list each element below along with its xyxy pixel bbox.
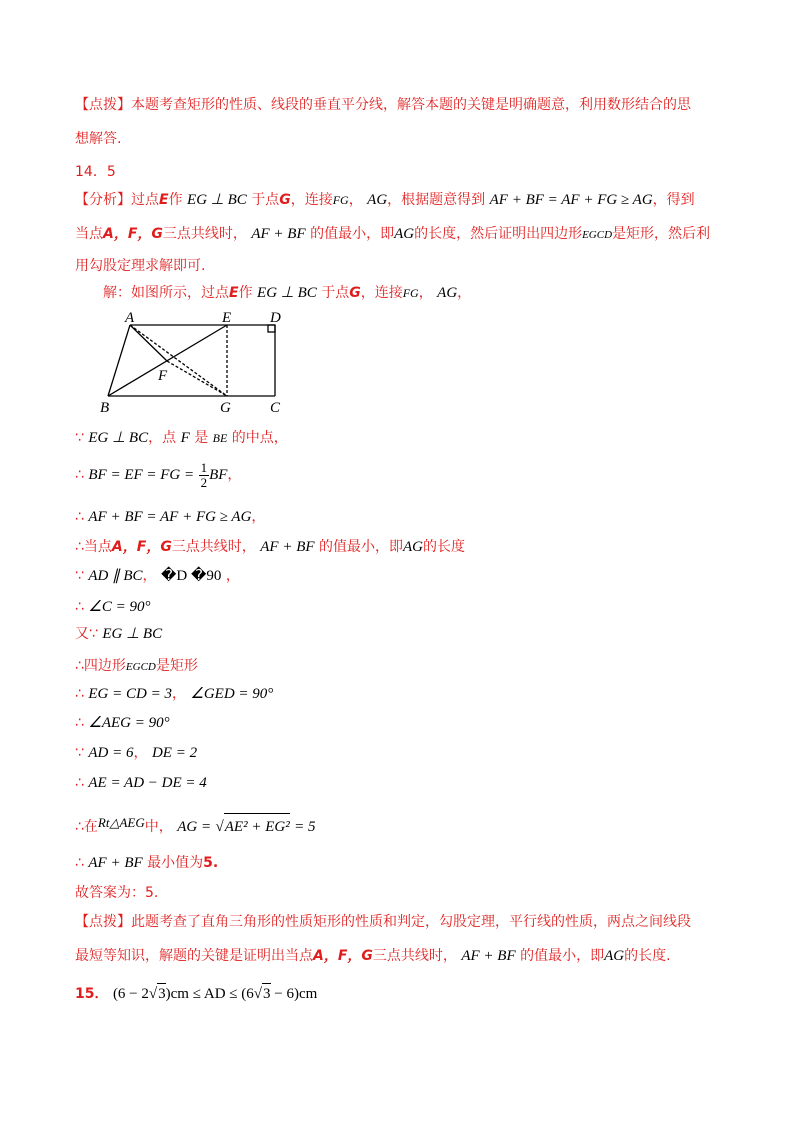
segment-FG-dashed — [167, 361, 227, 396]
text: 的值最小，即 — [310, 226, 395, 242]
text: 的长度 — [423, 539, 465, 555]
text: ，点 — [148, 430, 177, 446]
text: ， — [142, 568, 157, 584]
text: 的值最小，即 — [520, 948, 605, 964]
tip-text: 【点拨】此题考查了直角三角形的性质矩形的性质和判定，勾股定理，平行线的性质，两点之间线段 — [75, 914, 691, 930]
analysis-line-1 — [75, 190, 695, 210]
tip-paragraph-line-2 — [75, 129, 121, 149]
segment-AG-dashed — [130, 325, 227, 396]
text: 是矩形，然后利 — [612, 226, 711, 242]
because-symbol: ∵ — [75, 745, 84, 761]
text: ， — [171, 686, 186, 702]
math: DE = 2 — [151, 745, 198, 761]
math: − 6)cm — [270, 986, 318, 1002]
math: AG — [403, 539, 423, 555]
math: EG ⊥ BC — [88, 430, 149, 446]
math: AF + BF — [88, 855, 143, 871]
label-C: C — [270, 400, 281, 416]
math: EG ⊥ BC — [257, 285, 317, 301]
text: ， — [227, 467, 242, 483]
step-12 — [75, 773, 207, 793]
label-G: G — [220, 400, 231, 416]
segment-BE — [108, 325, 227, 396]
math: AG — [367, 192, 388, 208]
label-F: F — [158, 368, 168, 384]
text: 的长度，然后证明出四边形 — [414, 226, 583, 242]
radicand: 3 — [262, 983, 271, 1004]
question-15 — [75, 983, 317, 1004]
text: ，得到 — [652, 192, 695, 208]
text: E — [229, 285, 239, 301]
therefore-symbol: ∴ — [75, 819, 84, 835]
denominator: 2 — [200, 474, 208, 490]
math: = 5 — [294, 819, 316, 835]
step-1 — [75, 428, 288, 448]
text: 最短等知识，解题的关键是证明出当点 — [75, 948, 313, 964]
text: 又∵ — [75, 626, 98, 642]
therefore-symbol: ∴ — [75, 775, 84, 791]
math: BE — [212, 431, 228, 445]
text: 当点 — [75, 226, 103, 242]
step-14 — [75, 853, 218, 873]
analysis-line-2 — [75, 224, 710, 245]
text: 三点共线时， — [162, 226, 247, 242]
math: ∠C = 90° — [88, 599, 151, 615]
text: 是矩形 — [155, 658, 198, 674]
math: FG — [402, 286, 419, 300]
text: G — [349, 285, 361, 301]
answer-line — [75, 883, 158, 903]
therefore-symbol: ∴ — [75, 855, 84, 871]
label-A: A — [125, 310, 135, 326]
sqrt-three: √3 — [149, 986, 166, 1002]
text: 是 — [194, 430, 209, 446]
math: AF + BF — [461, 948, 516, 964]
text: 于点 — [321, 285, 350, 301]
therefore-symbol: ∴ — [75, 599, 84, 615]
tip-text: 想解答. — [75, 131, 122, 147]
text: 作 — [238, 285, 253, 301]
therefore-symbol: ∴ — [75, 715, 84, 731]
math: (6 − 2 — [112, 986, 149, 1002]
text: G — [279, 192, 291, 208]
math: AF + BF — [251, 226, 306, 242]
math: ∠GED = 90° — [190, 686, 274, 702]
text: ，连接 — [360, 285, 403, 301]
math: Rt△AEG — [97, 815, 145, 830]
text: ，根据题意得到 — [387, 192, 486, 208]
text: 解：如图所示，过点 — [103, 285, 229, 301]
text: 最小值为 — [147, 855, 204, 871]
text: 于点 — [251, 192, 280, 208]
answer-text: 故答案为：5. — [75, 885, 159, 901]
segment-AF — [130, 325, 167, 361]
therefore-symbol: ∴ — [75, 686, 84, 702]
fraction-one-half — [199, 461, 210, 490]
question-number: 15． — [75, 986, 109, 1002]
math: BF — [209, 467, 228, 483]
text: 用勾股定理求解即可. — [75, 258, 206, 274]
text: 三点共线时， — [372, 948, 457, 964]
step-6 — [75, 597, 150, 617]
math: AG = — [177, 819, 212, 835]
text: ， — [251, 509, 266, 525]
math: AF + BF = AF + FG ≥ AG — [88, 509, 252, 525]
because-symbol: ∵ — [75, 568, 84, 584]
math: FG — [332, 193, 349, 207]
step-3 — [75, 507, 265, 527]
step-2 — [75, 460, 241, 490]
step-5 — [75, 566, 240, 586]
therefore-symbol: ∴ — [75, 658, 84, 674]
therefore-symbol: ∴ — [75, 467, 84, 483]
question-number: 14．5 — [75, 164, 116, 180]
sqrt-expression: √AE² + EG² — [216, 819, 290, 835]
text: 在 — [83, 819, 98, 835]
math: )cm ≤ AD ≤ (6 — [165, 986, 254, 1002]
math: AD = 6 — [88, 745, 134, 761]
math: AF + BF — [260, 539, 315, 555]
math: EG ⊥ BC — [102, 626, 163, 642]
question-14-number — [75, 162, 116, 182]
math: BF = EF = FG = — [88, 467, 195, 483]
radicand: 3 — [157, 983, 166, 1004]
label-D: D — [270, 310, 281, 326]
text: ， — [348, 192, 363, 208]
text: 【分析】过点 — [75, 192, 159, 208]
math: EGCD — [582, 229, 613, 241]
solution-intro — [103, 283, 471, 303]
analysis-line-3 — [75, 256, 205, 276]
math: AG — [394, 226, 415, 242]
step-13 — [75, 810, 316, 840]
therefore-symbol: ∴ — [75, 509, 84, 525]
text: 当点 — [83, 539, 112, 555]
text: 四边形 — [83, 658, 126, 674]
step-7 — [75, 624, 162, 644]
text: A，F，G — [103, 226, 163, 242]
text: 中， — [144, 819, 173, 835]
text: ， — [418, 285, 433, 301]
therefore-symbol: ∴ — [75, 539, 84, 555]
text: ，连接 — [290, 192, 333, 208]
tip-text: 【点拨】本题考查矩形的性质、线段的垂直平分线，解答本题的关键是明确题意，利用数形结合的思 — [75, 97, 691, 113]
text: 5. — [203, 855, 219, 871]
sqrt-three: √3 — [254, 986, 271, 1002]
text: E — [159, 192, 169, 208]
text: 的中点， — [231, 430, 288, 446]
text: ， — [457, 285, 472, 301]
math: AG — [604, 948, 625, 964]
math: AD ∥ BC — [88, 568, 143, 584]
text: ， — [133, 745, 148, 761]
step-11 — [75, 743, 197, 763]
text: A，F，G — [313, 948, 373, 964]
math: EG = CD = 3 — [88, 686, 172, 702]
math: ∠AEG = 90° — [88, 715, 170, 731]
math-garbled: �D �90 — [161, 568, 222, 584]
because-symbol: ∵ — [75, 430, 84, 446]
radicand: AE² + EG² — [224, 813, 290, 840]
text: ， — [225, 568, 240, 584]
geometry-figure — [100, 308, 300, 418]
step-4 — [75, 537, 465, 557]
tip-paragraph-line-1 — [75, 95, 691, 115]
step-9 — [75, 684, 273, 704]
numerator: 1 — [200, 459, 208, 475]
tip-line-1 — [75, 912, 691, 932]
tip-line-2 — [75, 946, 671, 966]
math: AG — [437, 285, 458, 301]
text: 的值最小，即 — [319, 539, 403, 555]
math: EG ⊥ BC — [187, 192, 247, 208]
step-10 — [75, 713, 170, 733]
step-8 — [75, 656, 198, 677]
math: AE = AD − DE = 4 — [88, 775, 207, 791]
math: EGCD — [125, 661, 156, 673]
text: 三点共线时， — [171, 539, 256, 555]
text: 作 — [168, 192, 183, 208]
text: A，F，G — [111, 539, 172, 555]
label-E: E — [222, 310, 232, 326]
text: 的长度. — [624, 948, 671, 964]
right-angle-marker — [268, 325, 275, 332]
math: AF + BF = AF + FG ≥ AG — [489, 192, 653, 208]
math: F — [180, 430, 190, 446]
label-B: B — [100, 400, 110, 416]
